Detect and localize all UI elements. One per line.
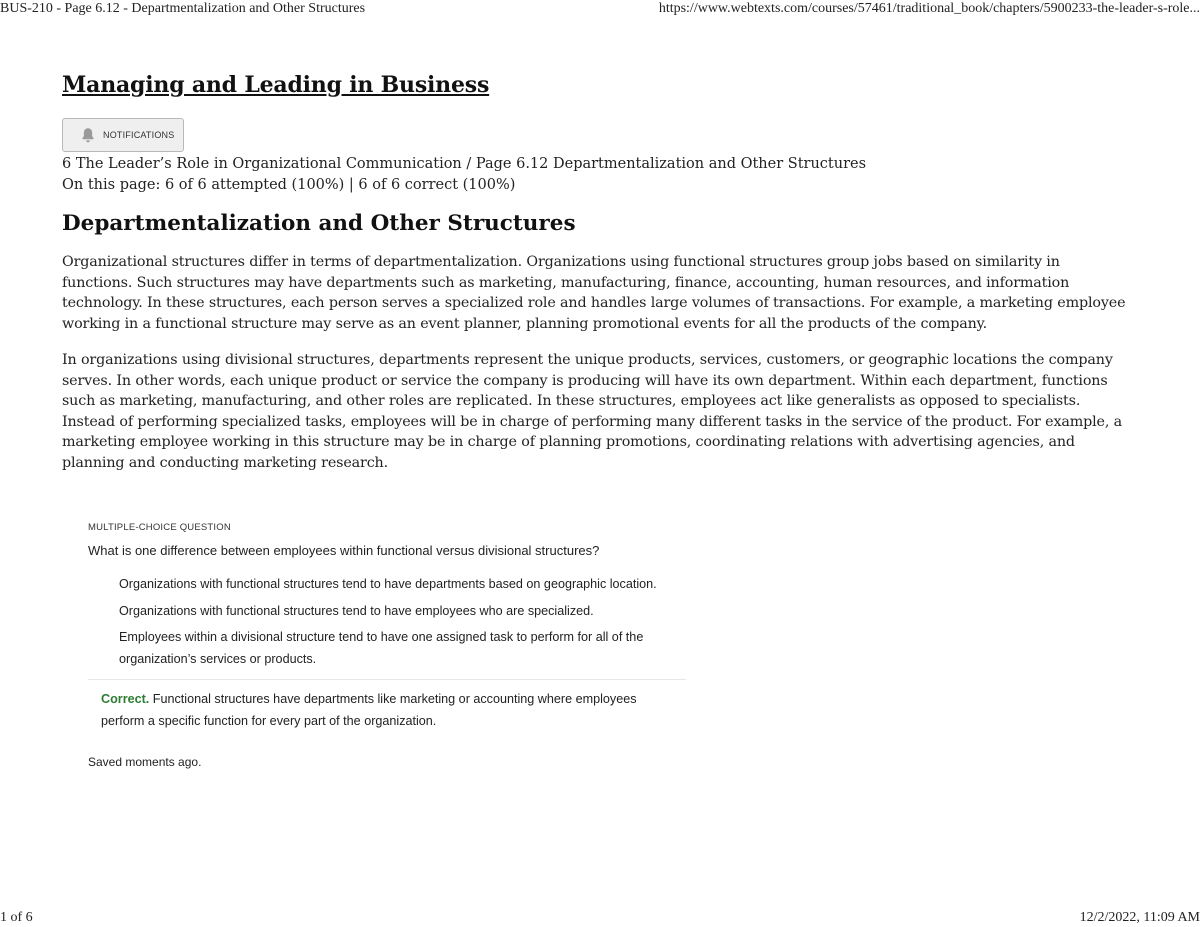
page-title: Departmentalization and Other Structures [62,211,576,236]
question-type-label: MULTIPLE-CHOICE QUESTION [88,522,231,533]
paragraph: In organizations using divisional structures, departments represent the unique products, services, customers, or geographic locations the company serves. In other words, each unique product or service the company is producing will have its own department. Within each department, functions such as marketing, manufacturing, and other roles are replicated. In these structures, employees act like generalists as opposed to specialists. Instead of performing specialized tasks, employees will be in charge of performing many different tasks in the service of the product. For example, a marketing employee working in this structure may be in charge of planning promotions, coordinating relations with advertising agencies, and planning and conducting marketing research. [62,352,1123,471]
print-timestamp: 12/2/2022, 11:09 AM [1079,910,1200,925]
divider [88,679,686,680]
print-header [0,0,1200,20]
print-footer [0,907,1200,927]
notifications-label: NOTIFICATIONS [103,130,175,140]
question-text: What is one difference between employees within functional versus divisional structures? [88,543,600,558]
feedback-status: Correct. [101,692,150,706]
breadcrumb: 6 The Leader’s Role in Organizational Communication / Page 6.12 Departmentalization and Other Structures [62,156,867,172]
feedback-text: Functional structures have departments like marketing or accounting where employees perform a specific function for every part of the organization. [101,692,637,728]
answer-choice[interactable]: Organizations with functional structures tend to have departments based on geographic location. [119,577,657,591]
answer-feedback [88,689,641,732]
answer-choices [88,574,659,670]
main-content [62,72,1126,489]
print-header-title: BUS-210 - Page 6.12 - Departmentalization and Other Structures [0,1,366,16]
multiple-choice-question [88,522,688,769]
book-title[interactable]: Managing and Leading in Business [62,72,490,98]
paragraph: Organizational structures differ in terms of departmentalization. Organizations using functional structures group jobs based on similarity in functions. Such structures may have departments such as marketing, manufacturing, finance, accounting, human resources, and information technology. In these structures, each person serves a specialized role and handles large volumes of transactions. For example, a marketing employee working in a functional structure may serve as an event planner, planning promotional events for all the products of the company. [62,254,1126,332]
print-header-url: https://www.webtexts.com/courses/57461/traditional_book/chapters/5900233-the-leader-s-role... [658,1,1200,16]
notifications-button[interactable] [62,118,184,152]
save-status: Saved moments ago. [88,755,202,769]
answer-choice[interactable]: Employees within a divisional structure tend to have one assigned task to perform for all of the organization’s services or products. [119,630,644,666]
page-count: 1 of 6 [0,910,33,925]
bell-icon [79,126,97,144]
page-progress: On this page: 6 of 6 attempted (100%) | 6 of 6 correct (100%) [62,177,516,193]
answer-choice[interactable]: Organizations with functional structures tend to have employees who are specialized. [119,603,594,618]
